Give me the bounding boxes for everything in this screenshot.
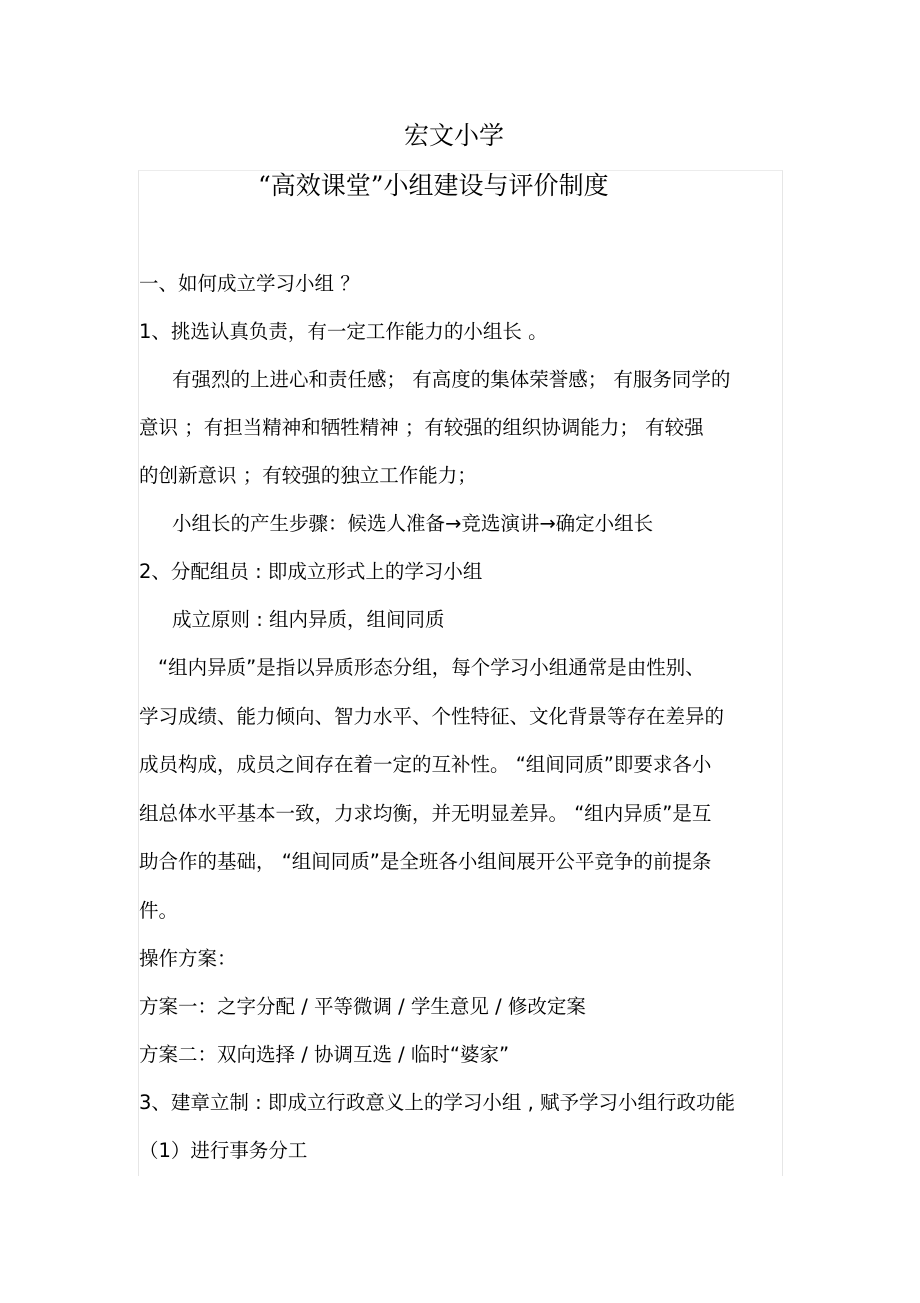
paragraph-line: 成员构成，成员之间存在着一定的互补性。 “组间同质”即要求各小 — [139, 753, 712, 776]
paragraph-line: 组总体水平基本一致，力求均衡，并无明显差异。 “组内异质”是互 — [139, 802, 712, 825]
paragraph-line: 方案二：双向选择 / 协调互选 / 临时“婆家” — [139, 1043, 510, 1066]
paragraph-line: 有强烈的上进心和责任感； 有高度的集体荣誉感； 有服务同学的 — [172, 368, 731, 391]
school-name: 宏文小学 — [404, 121, 505, 150]
paragraph-line: 1、挑选认真负责，有一定工作能力的小组长 。 — [139, 320, 548, 343]
paragraph-line: 操作方案： — [139, 947, 237, 970]
paragraph-line: 小组长的产生步骤：候选人准备→竞选演讲→确定小组长 — [172, 512, 654, 535]
paragraph-line: 意识 ；有担当精神和牺牲精神 ；有较强的组织协调能力； 有较强 — [139, 416, 704, 439]
paragraph-line: 助合作的基础， “组间同质”是全班各小组间展开公平竞争的前提条 — [139, 850, 712, 873]
document-title: “高效课堂”小组建设与评价制度 — [258, 171, 609, 200]
paragraph-line: 学习成绩、能力倾向、智力水平、个性特征、文化背景等存在差异的 — [139, 705, 725, 728]
paragraph-line: （1）进行事务分工 — [139, 1139, 308, 1162]
paragraph-line: 成立原则 : 组内异质，组间同质 — [172, 608, 445, 631]
paragraph-line: “组内异质”是指以异质形态分组，每个学习小组通常是由性别、 — [158, 656, 705, 679]
paragraph-line: 3、建章立制 : 即成立行政意义上的学习小组 , 赋予学习小组行政功能 — [139, 1091, 735, 1114]
paragraph-line: 件。 — [139, 899, 179, 922]
paragraph-line: 的创新意识 ；有较强的独立工作能力； — [139, 464, 477, 487]
section-heading: 一、如何成立学习小组 ？ — [139, 272, 360, 295]
paragraph-line: 2、分配组员 : 即成立形式上的学习小组 — [139, 560, 483, 583]
paragraph-line: 方案一：之字分配 / 平等微调 / 学生意见 / 修改定案 — [139, 995, 586, 1018]
